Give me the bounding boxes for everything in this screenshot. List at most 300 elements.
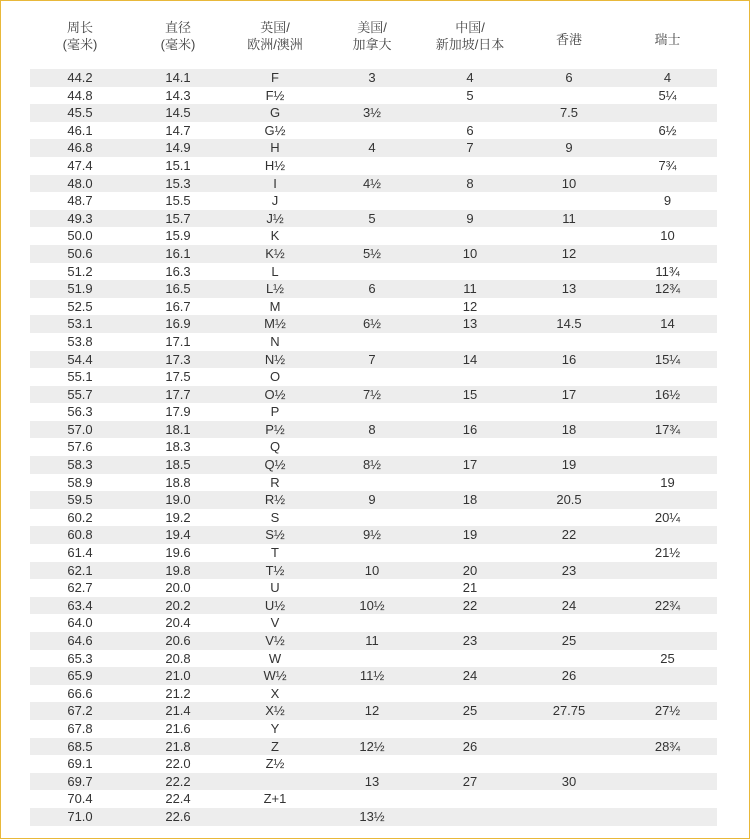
table-cell: 22 bbox=[561, 527, 577, 543]
table-cell: 49.3 bbox=[67, 210, 93, 226]
table-cell: 18.1 bbox=[165, 421, 191, 437]
table-cell bbox=[520, 403, 618, 421]
table-cell: 16.7 bbox=[165, 298, 191, 314]
header-diameter bbox=[130, 19, 226, 59]
table-cell: 68.5 bbox=[67, 738, 93, 754]
table-cell: S bbox=[270, 509, 280, 525]
table-cell: 13 bbox=[561, 281, 577, 297]
table-cell: 6 bbox=[565, 70, 573, 85]
table-cell: 9½ bbox=[362, 527, 382, 543]
table-cell bbox=[420, 544, 520, 562]
table-row bbox=[30, 368, 717, 386]
table-cell bbox=[618, 210, 717, 228]
table-cell bbox=[324, 438, 420, 456]
table-cell bbox=[618, 104, 717, 122]
table-cell: 15 bbox=[462, 386, 478, 402]
table-cell: 62.7 bbox=[67, 580, 93, 596]
table-cell: R bbox=[270, 474, 280, 490]
table-cell: 13 bbox=[364, 773, 380, 789]
table-cell: V bbox=[270, 615, 280, 631]
table-cell: 67.8 bbox=[67, 720, 93, 736]
table-cell: 27 bbox=[462, 773, 478, 789]
table-cell: 16 bbox=[561, 351, 577, 367]
table-cell bbox=[520, 808, 618, 826]
table-cell: 65.3 bbox=[67, 650, 93, 666]
table-cell bbox=[324, 474, 420, 492]
table-cell: 20.8 bbox=[165, 650, 191, 666]
table-cell: 57.0 bbox=[67, 421, 93, 437]
table-cell: 59.5 bbox=[67, 492, 93, 508]
table-cell: 11½ bbox=[359, 668, 385, 684]
table-cell: 48.7 bbox=[67, 193, 93, 209]
table-cell: 14 bbox=[462, 351, 478, 367]
table-cell: 19.8 bbox=[165, 562, 191, 578]
table-cell: 20.4 bbox=[165, 615, 191, 631]
table-row bbox=[30, 403, 717, 421]
table-row bbox=[30, 456, 717, 474]
table-cell bbox=[324, 333, 420, 351]
table-cell bbox=[618, 579, 717, 597]
table-cell bbox=[324, 227, 420, 245]
table-cell: 4 bbox=[368, 140, 376, 156]
table-cell: 24 bbox=[561, 597, 577, 613]
table-cell: 16.9 bbox=[165, 316, 191, 332]
table-row bbox=[30, 192, 717, 210]
table-cell: N½ bbox=[264, 351, 286, 367]
table-cell: 55.7 bbox=[67, 386, 93, 402]
table-cell bbox=[324, 720, 420, 738]
table-cell: 17 bbox=[462, 457, 478, 473]
table-cell: 46.8 bbox=[67, 140, 93, 156]
table-cell bbox=[324, 192, 420, 210]
table-cell: 4 bbox=[663, 70, 672, 85]
table-cell: 24 bbox=[462, 668, 478, 684]
table-cell bbox=[420, 650, 520, 668]
table-cell bbox=[520, 790, 618, 808]
table-cell: 52.5 bbox=[67, 298, 93, 314]
table-cell: 17¾ bbox=[654, 421, 681, 437]
header-uk-eu-au bbox=[226, 19, 324, 59]
table-row bbox=[30, 720, 717, 738]
table-row bbox=[30, 755, 717, 773]
table-cell bbox=[618, 562, 717, 580]
table-cell: U bbox=[270, 580, 280, 596]
table-row bbox=[30, 351, 717, 369]
table-cell: 56.3 bbox=[67, 404, 93, 420]
table-cell bbox=[520, 544, 618, 562]
table-cell: 47.4 bbox=[67, 157, 93, 173]
table-cell bbox=[324, 157, 420, 175]
table-cell bbox=[520, 738, 618, 756]
table-cell: F bbox=[271, 70, 279, 85]
table-row bbox=[30, 808, 717, 826]
table-cell: 13 bbox=[462, 316, 478, 332]
table-cell: W½ bbox=[263, 668, 287, 684]
table-cell: N bbox=[270, 333, 280, 349]
table-cell: 19 bbox=[561, 457, 577, 473]
table-row bbox=[30, 562, 717, 580]
table-cell: 16.3 bbox=[165, 263, 191, 279]
table-cell: 4 bbox=[466, 70, 474, 85]
table-cell: 51.2 bbox=[67, 263, 93, 279]
table-row bbox=[30, 667, 717, 685]
table-cell bbox=[520, 474, 618, 492]
table-cell: U½ bbox=[264, 597, 286, 613]
table-cell: M½ bbox=[264, 316, 286, 332]
table-cell: 10½ bbox=[359, 597, 385, 613]
table-cell: P bbox=[270, 404, 280, 420]
table-cell: 8 bbox=[368, 421, 376, 437]
table-cell: 69.7 bbox=[67, 773, 93, 789]
table-cell: 9 bbox=[368, 492, 376, 508]
table-cell: T½ bbox=[265, 562, 285, 578]
table-cell bbox=[324, 509, 420, 527]
table-cell bbox=[618, 667, 717, 685]
table-row bbox=[30, 702, 717, 720]
table-cell: 44.2 bbox=[67, 70, 93, 85]
header-line: 周长 bbox=[66, 20, 93, 35]
table-cell: O½ bbox=[264, 386, 286, 402]
table-cell: 57.6 bbox=[67, 439, 93, 455]
table-row bbox=[30, 333, 717, 351]
table-cell: G bbox=[269, 105, 281, 121]
table-row bbox=[30, 298, 717, 316]
table-cell: K½ bbox=[265, 245, 285, 261]
table-row bbox=[30, 474, 717, 492]
table-cell bbox=[618, 491, 717, 509]
table-cell: 19 bbox=[462, 527, 478, 543]
table-cell: 69.1 bbox=[67, 756, 93, 772]
table-cell bbox=[520, 298, 618, 316]
table-cell bbox=[420, 790, 520, 808]
table-row bbox=[30, 738, 717, 756]
table-cell: 19.4 bbox=[165, 527, 191, 543]
table-cell: 5¼ bbox=[658, 87, 677, 103]
table-cell: 22.4 bbox=[165, 791, 191, 807]
table-cell bbox=[226, 773, 324, 791]
table-cell bbox=[618, 175, 717, 193]
table-cell: 9 bbox=[565, 140, 573, 156]
table-cell bbox=[520, 122, 618, 140]
table-cell: 27½ bbox=[654, 703, 681, 719]
header-line: 英国/ bbox=[260, 20, 290, 35]
table-cell bbox=[420, 192, 520, 210]
header-china-sg-jp bbox=[420, 19, 520, 59]
table-cell bbox=[520, 720, 618, 738]
table-cell: 14.7 bbox=[165, 122, 191, 138]
table-cell: 64.6 bbox=[67, 633, 93, 648]
header-hongkong bbox=[520, 19, 618, 59]
table-cell bbox=[618, 790, 717, 808]
table-row bbox=[30, 632, 717, 650]
table-cell bbox=[420, 104, 520, 122]
table-cell bbox=[618, 808, 717, 826]
table-cell bbox=[618, 614, 717, 632]
table-cell: 25 bbox=[462, 703, 478, 719]
table-cell: 15¼ bbox=[654, 351, 681, 367]
table-cell: 16.1 bbox=[165, 245, 191, 261]
table-cell bbox=[324, 755, 420, 773]
table-cell: 15.9 bbox=[165, 228, 191, 244]
table-cell: 51.9 bbox=[67, 281, 93, 297]
table-cell: 14.1 bbox=[165, 70, 191, 85]
table-cell: Z½ bbox=[265, 756, 285, 772]
table-cell: 9 bbox=[466, 210, 474, 226]
table-cell: 8½ bbox=[362, 457, 382, 473]
table-cell bbox=[618, 403, 717, 421]
table-row bbox=[30, 157, 717, 175]
table-cell bbox=[618, 298, 717, 316]
table-cell: 7 bbox=[368, 351, 376, 367]
table-cell: 27.75 bbox=[552, 703, 586, 719]
table-cell: 14.9 bbox=[165, 140, 191, 156]
table-cell: 22 bbox=[462, 597, 478, 613]
table-cell: 10 bbox=[561, 175, 577, 191]
table-cell: 15.1 bbox=[165, 157, 191, 173]
table-cell bbox=[520, 333, 618, 351]
table-cell bbox=[324, 544, 420, 562]
table-cell bbox=[324, 298, 420, 316]
table-row bbox=[30, 491, 717, 509]
table-cell: 18 bbox=[462, 492, 478, 508]
table-cell bbox=[520, 650, 618, 668]
table-row bbox=[30, 579, 717, 597]
table-cell bbox=[324, 790, 420, 808]
header-line: 中国/ bbox=[455, 20, 485, 35]
table-cell: 11 bbox=[562, 210, 576, 226]
table-cell: 14.5 bbox=[556, 316, 582, 332]
header-us-canada bbox=[324, 19, 420, 59]
table-cell: 19.6 bbox=[165, 545, 191, 561]
table-cell: 12 bbox=[462, 298, 478, 314]
table-cell: 50.6 bbox=[67, 245, 93, 261]
table-cell: P½ bbox=[265, 421, 285, 437]
table-cell bbox=[618, 245, 717, 263]
table-cell: 54.4 bbox=[67, 351, 93, 367]
table-cell: I bbox=[273, 175, 277, 191]
table-cell: 20¼ bbox=[654, 509, 681, 525]
table-cell: 17.9 bbox=[165, 404, 191, 420]
table-cell: X½ bbox=[265, 703, 285, 719]
table-row bbox=[30, 69, 717, 87]
table-row bbox=[30, 650, 717, 668]
table-cell: 14.3 bbox=[165, 87, 191, 103]
table-row bbox=[30, 438, 717, 456]
table-cell: 11¾ bbox=[655, 263, 680, 279]
table-cell: 7¾ bbox=[658, 157, 677, 173]
table-cell: Z+1 bbox=[263, 791, 287, 807]
table-cell: 71.0 bbox=[67, 808, 93, 824]
table-cell bbox=[618, 139, 717, 157]
table-cell: 18 bbox=[561, 421, 577, 437]
table-cell: 10 bbox=[660, 228, 675, 244]
table-cell: V½ bbox=[265, 633, 285, 648]
table-cell bbox=[420, 333, 520, 351]
table-cell bbox=[420, 403, 520, 421]
table-row bbox=[30, 280, 717, 298]
table-cell: W bbox=[268, 650, 282, 666]
table-cell: 20.0 bbox=[165, 580, 191, 596]
table-row bbox=[30, 685, 717, 703]
table-cell: 21.8 bbox=[165, 738, 191, 754]
table-cell: 20.6 bbox=[165, 633, 191, 648]
table-cell bbox=[420, 227, 520, 245]
table-cell: 53.1 bbox=[67, 316, 93, 332]
header-line: 香港 bbox=[555, 31, 582, 47]
table-cell: 55.1 bbox=[67, 369, 93, 385]
table-cell bbox=[618, 438, 717, 456]
table-row bbox=[30, 175, 717, 193]
table-cell: 10 bbox=[462, 245, 478, 261]
header-line: (毫米) bbox=[160, 37, 196, 52]
table-cell: 6½ bbox=[658, 122, 677, 138]
table-cell: 19.0 bbox=[165, 492, 191, 508]
table-cell: 17.3 bbox=[165, 351, 191, 367]
table-cell: 65.9 bbox=[67, 668, 93, 684]
table-cell: O bbox=[269, 369, 281, 385]
table-cell: 23 bbox=[462, 633, 478, 648]
table-cell bbox=[618, 720, 717, 738]
table-cell: 25 bbox=[561, 633, 577, 648]
header-line: 直径 bbox=[164, 20, 191, 35]
table-cell: M bbox=[269, 298, 281, 314]
table-cell: 67.2 bbox=[67, 703, 93, 719]
header-switzerland bbox=[618, 19, 717, 59]
table-cell: 28¾ bbox=[654, 738, 681, 754]
table-cell: 17.5 bbox=[165, 369, 191, 385]
table-row bbox=[30, 104, 717, 122]
table-cell: 14 bbox=[660, 316, 675, 332]
table-cell: 22.6 bbox=[165, 808, 191, 824]
table-cell bbox=[420, 157, 520, 175]
table-cell: 58.3 bbox=[67, 457, 93, 473]
table-cell: 17.1 bbox=[165, 333, 191, 349]
table-cell: 53.8 bbox=[67, 333, 93, 349]
table-cell: S½ bbox=[265, 527, 285, 543]
table-cell: 21 bbox=[462, 580, 478, 596]
table-row bbox=[30, 263, 717, 281]
table-cell bbox=[618, 685, 717, 703]
table-cell: 62.1 bbox=[67, 562, 93, 578]
header-line: 新加坡/日本 bbox=[435, 37, 505, 52]
table-cell bbox=[520, 509, 618, 527]
table-cell bbox=[520, 192, 618, 210]
table-cell: 17.7 bbox=[165, 386, 191, 402]
table-cell: 26 bbox=[561, 668, 577, 684]
table-cell bbox=[420, 474, 520, 492]
table-cell bbox=[618, 773, 717, 791]
table-cell: 19 bbox=[660, 474, 675, 490]
table-cell: 61.4 bbox=[67, 545, 93, 561]
table-cell bbox=[420, 509, 520, 527]
table-cell: 15.5 bbox=[165, 193, 191, 209]
table-cell: 60.8 bbox=[67, 527, 93, 543]
table-cell: 10 bbox=[364, 562, 380, 578]
table-cell bbox=[520, 755, 618, 773]
table-cell: 20.5 bbox=[556, 492, 582, 508]
table-cell: X bbox=[270, 685, 280, 701]
table-row bbox=[30, 210, 717, 228]
table-cell bbox=[324, 403, 420, 421]
table-cell: L bbox=[271, 263, 279, 279]
table-cell bbox=[520, 438, 618, 456]
table-header bbox=[30, 19, 717, 59]
table-cell: 22.0 bbox=[165, 756, 191, 772]
table-row bbox=[30, 87, 717, 105]
table-row bbox=[30, 509, 717, 527]
header-circumference bbox=[30, 19, 130, 59]
table-cell: 17 bbox=[561, 386, 577, 402]
table-body bbox=[30, 69, 717, 826]
table-cell bbox=[324, 122, 420, 140]
table-cell: 20.2 bbox=[165, 597, 191, 613]
header-line: 美国/ bbox=[357, 20, 387, 35]
table-row bbox=[30, 597, 717, 615]
table-cell: 3 bbox=[368, 70, 376, 85]
table-cell: 6 bbox=[466, 122, 474, 138]
table-cell: 58.9 bbox=[67, 474, 93, 490]
table-cell bbox=[420, 685, 520, 703]
table-cell: 21.4 bbox=[165, 703, 191, 719]
table-cell: 16 bbox=[462, 421, 478, 437]
table-cell: 22¾ bbox=[654, 597, 681, 613]
table-cell bbox=[226, 808, 324, 826]
table-cell: L½ bbox=[265, 281, 285, 297]
table-cell: 50.0 bbox=[67, 228, 93, 244]
table-cell: 20 bbox=[462, 562, 478, 578]
table-cell: 25 bbox=[660, 650, 675, 666]
table-row bbox=[30, 790, 717, 808]
table-cell: 60.2 bbox=[67, 509, 93, 525]
table-cell: 21½ bbox=[654, 545, 681, 561]
table-cell: 12 bbox=[561, 245, 577, 261]
table-cell: G½ bbox=[264, 122, 286, 138]
table-cell: Q½ bbox=[264, 457, 286, 473]
table-cell: J bbox=[271, 193, 279, 209]
table-cell: 6 bbox=[368, 281, 376, 297]
table-cell: 7.5 bbox=[559, 105, 579, 121]
table-cell bbox=[420, 263, 520, 281]
table-cell bbox=[520, 87, 618, 105]
table-cell: H bbox=[270, 140, 280, 156]
table-cell bbox=[420, 438, 520, 456]
table-row bbox=[30, 227, 717, 245]
table-cell: 7 bbox=[466, 140, 474, 156]
table-cell bbox=[618, 632, 717, 650]
table-cell bbox=[324, 650, 420, 668]
table-cell: T bbox=[271, 545, 279, 561]
table-cell: 45.5 bbox=[67, 105, 93, 121]
table-cell: 16.5 bbox=[165, 281, 191, 297]
table-row bbox=[30, 544, 717, 562]
table-cell: 66.6 bbox=[67, 685, 93, 701]
table-cell: F½ bbox=[265, 87, 285, 103]
table-cell bbox=[520, 263, 618, 281]
header-line: 瑞士 bbox=[654, 31, 681, 47]
table-cell: H½ bbox=[264, 157, 286, 173]
header-line: 欧洲/澳洲 bbox=[247, 37, 303, 52]
table-cell bbox=[420, 720, 520, 738]
table-cell: 11 bbox=[365, 633, 379, 648]
table-cell bbox=[324, 87, 420, 105]
table-cell: R½ bbox=[264, 492, 286, 508]
table-row bbox=[30, 245, 717, 263]
table-cell: 23 bbox=[561, 562, 577, 578]
table-cell bbox=[420, 368, 520, 386]
table-row bbox=[30, 773, 717, 791]
table-row bbox=[30, 122, 717, 140]
table-row bbox=[30, 421, 717, 439]
